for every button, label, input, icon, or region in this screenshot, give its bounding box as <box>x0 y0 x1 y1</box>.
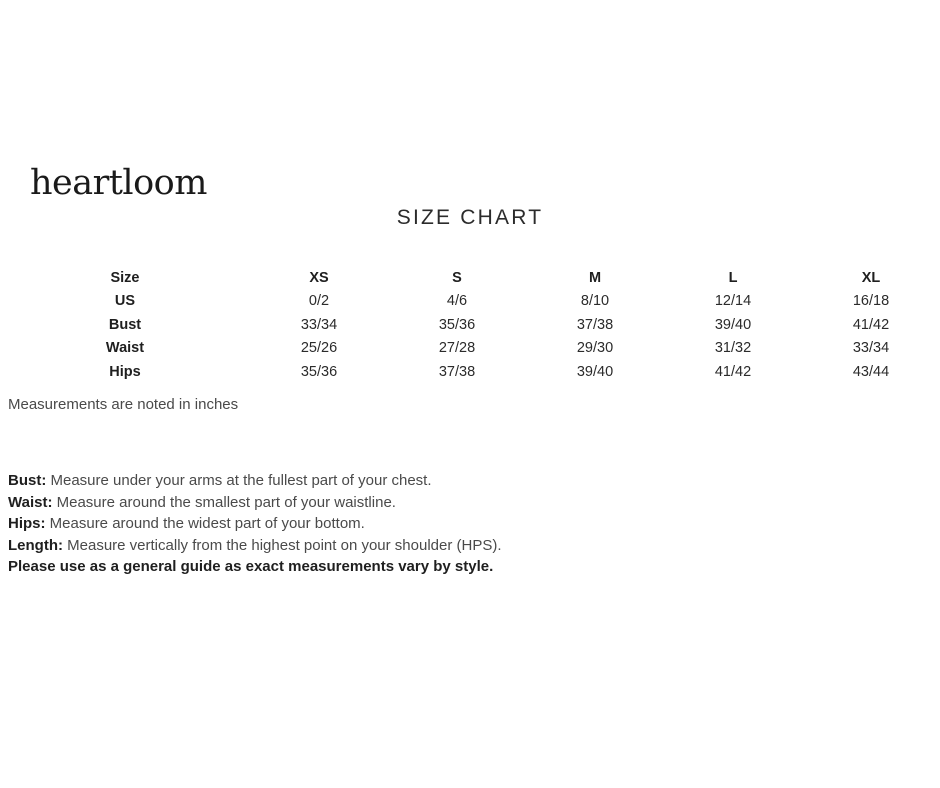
table-header-row <box>0 266 940 290</box>
cell-bust-l: 39/40 <box>714 316 752 333</box>
cell-hips-m: 39/40 <box>576 363 614 380</box>
definition-waist-term: Waist: <box>8 493 53 511</box>
cell-waist-xl: 33/34 <box>852 340 890 357</box>
row-label-us: US <box>114 293 136 310</box>
cell-us-s: 4/6 <box>446 293 468 310</box>
units-note: Measurements are noted in inches <box>8 396 239 413</box>
table-header-xl: XL <box>861 269 881 286</box>
cell-hips-l: 41/42 <box>714 363 752 380</box>
definition-length <box>8 535 502 557</box>
definition-waist-text: Measure around the smallest part of your waistline. <box>52 493 396 511</box>
table-row <box>0 360 940 384</box>
cell-bust-xl: 41/42 <box>852 316 890 333</box>
page-title: SIZE CHART <box>396 206 544 229</box>
row-label-bust: Bust <box>108 316 142 333</box>
cell-us-m: 8/10 <box>580 293 610 310</box>
cell-us-l: 12/14 <box>714 293 752 310</box>
measurement-definitions <box>8 470 502 578</box>
table-header-xs: XS <box>309 269 329 286</box>
row-label-waist: Waist <box>105 340 145 357</box>
table-header-l: L <box>728 269 738 286</box>
cell-waist-xs: 25/26 <box>300 340 338 357</box>
size-chart-table <box>0 266 940 384</box>
cell-waist-l: 31/32 <box>714 340 752 357</box>
cell-bust-s: 35/36 <box>438 316 476 333</box>
row-label-hips: Hips <box>109 363 141 380</box>
table-row <box>0 290 940 314</box>
cell-hips-xl: 43/44 <box>852 363 890 380</box>
definition-hips <box>8 513 502 535</box>
cell-hips-s: 37/38 <box>438 363 476 380</box>
table-header-m: M <box>588 269 602 286</box>
cell-hips-xs: 35/36 <box>300 363 338 380</box>
cell-us-xs: 0/2 <box>308 293 330 310</box>
table-row <box>0 313 940 337</box>
definition-waist <box>8 492 502 514</box>
brand-wordmark: heartloom <box>30 163 207 203</box>
definition-length-term: Length: <box>8 536 63 554</box>
definition-bust <box>8 470 502 492</box>
definition-length-text: Measure vertically from the highest point on your shoulder (HPS). <box>62 536 502 554</box>
disclaimer: Please use as a general guide as exact measurements vary by style. <box>8 558 494 575</box>
cell-waist-s: 27/28 <box>438 340 476 357</box>
cell-us-xl: 16/18 <box>852 293 890 310</box>
table-row <box>0 337 940 361</box>
cell-waist-m: 29/30 <box>576 340 614 357</box>
definition-hips-term: Hips: <box>8 515 46 532</box>
cell-bust-m: 37/38 <box>576 316 614 333</box>
definition-hips-text: Measure around the widest part of your bottom. <box>45 515 365 532</box>
definition-bust-term: Bust: <box>8 472 47 489</box>
definition-bust-text: Measure under your arms at the fullest part of your chest. <box>46 472 432 489</box>
cell-bust-xs: 33/34 <box>300 316 338 333</box>
table-corner-label: Size <box>110 269 140 286</box>
table-header-s: S <box>452 269 462 286</box>
